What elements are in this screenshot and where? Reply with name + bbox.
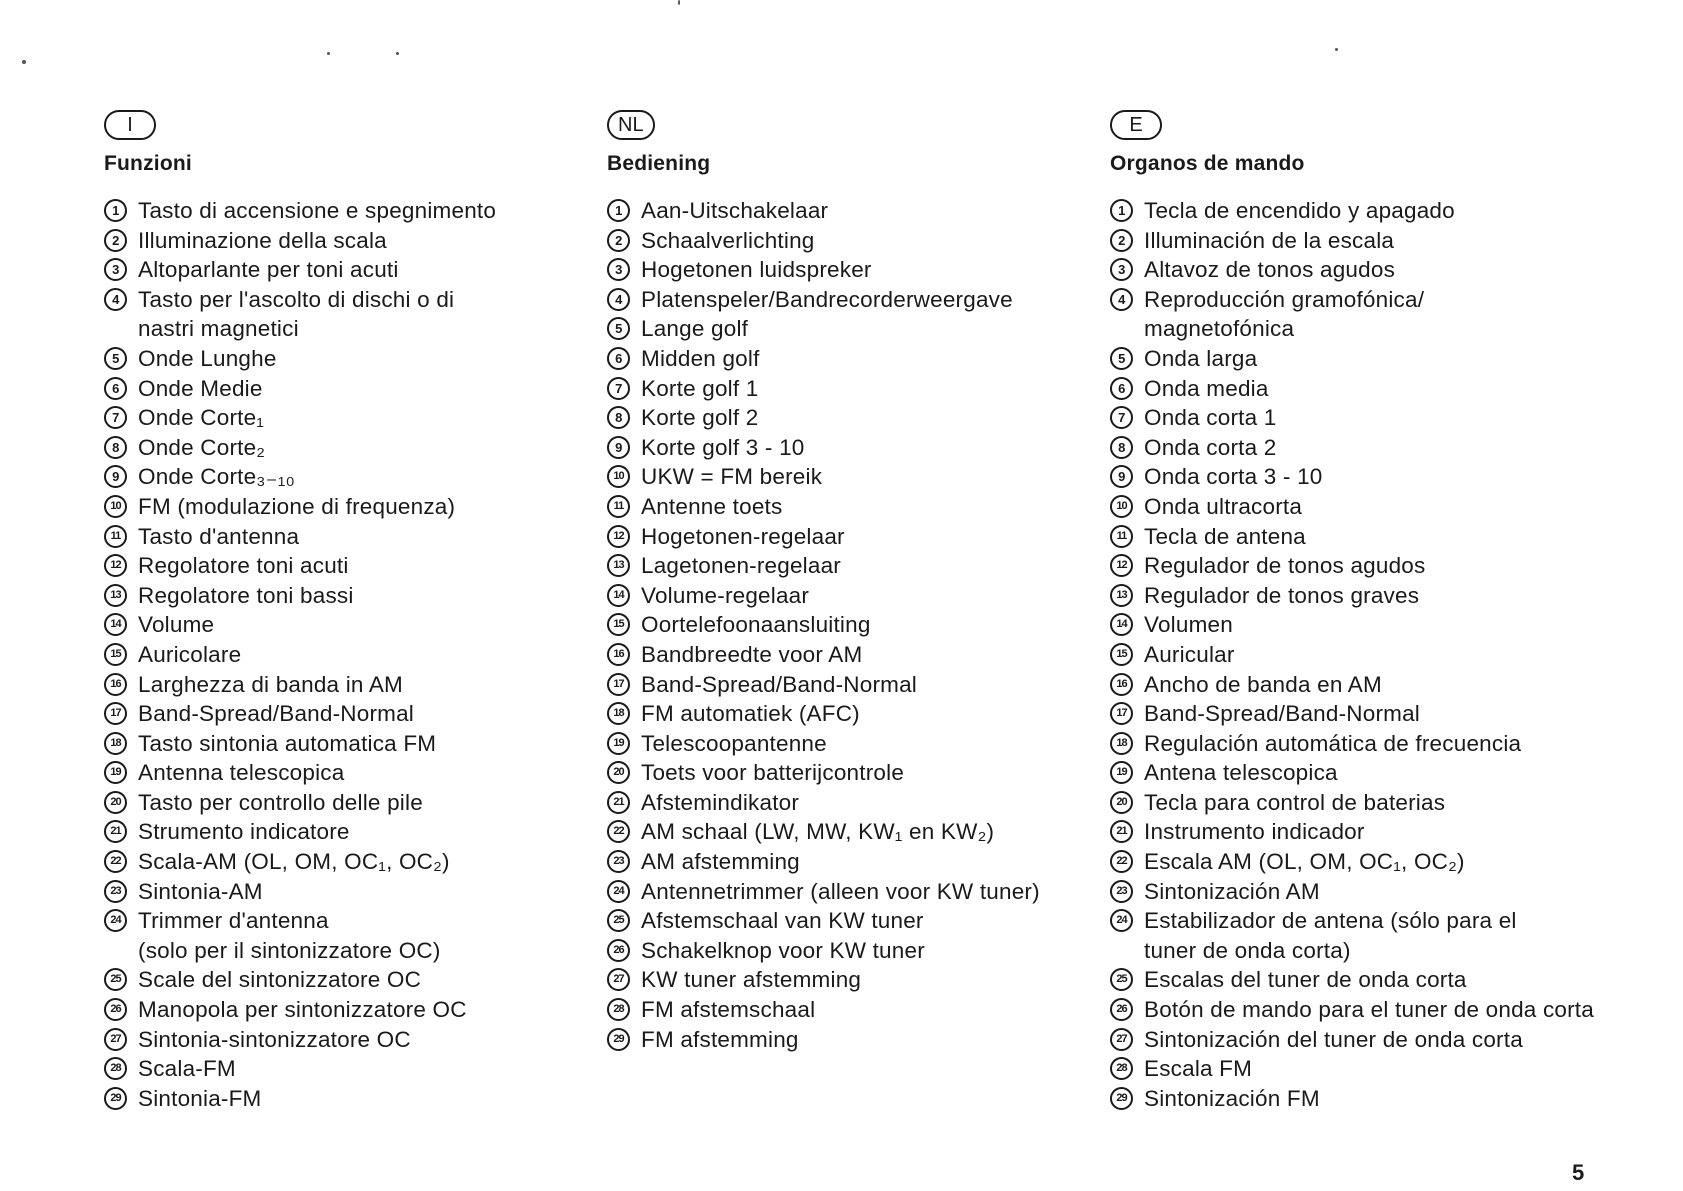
item-label: Volumen (1144, 612, 1233, 638)
item-label: Schakelknop voor KW tuner (641, 937, 925, 963)
list-item (104, 817, 584, 847)
item-label: Afstemschaal van KW tuner (641, 908, 924, 934)
item-label: Sintonia-AM (138, 878, 263, 904)
list-item (1110, 817, 1610, 847)
circled-number: 27 (1110, 1028, 1133, 1051)
list-item (104, 285, 584, 344)
list-item (607, 699, 1087, 729)
circled-number: 14 (104, 613, 127, 636)
circled-number: 23 (1110, 880, 1133, 903)
item-label: Instrumento indicador (1144, 819, 1365, 845)
circled-number: 14 (607, 584, 630, 607)
item-label: Aan-Uitschakelaar (641, 198, 829, 223)
circled-number: 22 (607, 820, 630, 843)
list-item (104, 1054, 584, 1084)
item-label: Platenspeler/Bandrecorderweergave (641, 286, 1013, 312)
item-label: Sintonización del tuner de onda corta (1144, 1026, 1523, 1052)
item-label: Larghezza di banda in AM (138, 671, 403, 697)
circled-number: 5 (1110, 347, 1133, 370)
list-item (607, 374, 1087, 404)
list-item (1110, 403, 1610, 433)
item-label: Tasto d'antenna (138, 523, 300, 549)
item-label: Antenna telescopica (138, 760, 345, 786)
circled-number: 25 (104, 968, 127, 991)
item-label: Regolatore toni bassi (138, 582, 354, 608)
list-item (607, 670, 1087, 700)
list-item (607, 314, 1087, 344)
circled-number: 6 (1110, 377, 1133, 400)
item-label: Scala-FM (138, 1056, 236, 1082)
item-label: FM afstemschaal (641, 997, 816, 1023)
circled-number: 10 (607, 465, 630, 488)
item-label: Band-Spread/Band-Normal (138, 701, 414, 727)
circled-number: 2 (104, 229, 127, 252)
list-item (607, 344, 1087, 374)
list-item (104, 610, 584, 640)
circled-number: 4 (104, 288, 127, 311)
circled-number: 28 (607, 998, 630, 1021)
list-item (104, 344, 584, 374)
circled-number: 11 (1110, 525, 1133, 548)
section-dutch (607, 110, 1087, 1054)
item-label: Tasto sintonia automatica FM (138, 730, 437, 756)
list-item (1110, 1084, 1610, 1114)
circled-number: 13 (104, 584, 127, 607)
list-item (607, 285, 1087, 315)
item-label: Tasto di accensione e spegnimento (138, 198, 497, 223)
item-label: Regulador de tonos agudos (1144, 553, 1426, 579)
list-item (104, 729, 584, 759)
item-label: Onde Lunghe (138, 345, 277, 371)
list-item (1110, 640, 1610, 670)
circled-number: 28 (104, 1057, 127, 1080)
list-item (1110, 581, 1610, 611)
item-label: Onda ultracorta (1144, 493, 1303, 519)
list-item (607, 492, 1087, 522)
circled-number: 18 (607, 702, 630, 725)
list-item (607, 817, 1087, 847)
item-label: Telescoopantenne (641, 730, 827, 756)
list-item (1110, 551, 1610, 581)
circled-number: 20 (607, 761, 630, 784)
list-item (1110, 285, 1610, 344)
item-label: Onde Corte₁ (138, 405, 265, 431)
item-label: Tecla de encendido y apagado (1144, 198, 1455, 223)
page-number: 5 (1572, 1160, 1585, 1185)
scan-speck (22, 60, 26, 64)
item-label: Scala-AM (OL, OM, OC₁, OC₂) (138, 849, 450, 875)
list-item (1110, 877, 1610, 907)
circled-number: 16 (104, 673, 127, 696)
circled-number: 17 (104, 702, 127, 725)
item-label: FM automatiek (AFC) (641, 701, 860, 727)
list-item (607, 788, 1087, 818)
item-label: Onda corta 2 (1144, 434, 1277, 460)
list-item (1110, 492, 1610, 522)
circled-number: 12 (607, 525, 630, 548)
section-italian (104, 110, 584, 1113)
item-label: Regulador de tonos graves (1144, 582, 1420, 608)
circled-number: 17 (1110, 702, 1133, 725)
circled-number: 10 (104, 495, 127, 518)
list-item (104, 758, 584, 788)
circled-number: 16 (1110, 673, 1133, 696)
list-item (104, 522, 584, 552)
circled-number: 24 (104, 909, 127, 932)
item-label: Escala FM (1144, 1056, 1253, 1082)
item-label: Tasto per l'ascolto di dischi o di nastri magnetici (138, 286, 455, 342)
scan-speck (1335, 48, 1338, 51)
item-label: Illuminación de la escala (1144, 227, 1395, 253)
list-item (104, 1025, 584, 1055)
item-label: Escala AM (OL, OM, OC₁, OC₂) (1144, 849, 1465, 875)
circled-number: 6 (607, 347, 630, 370)
circled-number: 13 (607, 554, 630, 577)
item-label: AM schaal (LW, MW, KW₁ en KW₂) (641, 819, 995, 845)
item-label: Regulación automática de frecuencia (1144, 730, 1522, 756)
circled-number: 11 (104, 525, 127, 548)
circled-number: 8 (607, 406, 630, 429)
item-label: Toets voor batterijcontrole (641, 760, 905, 786)
item-label: Tecla para control de baterias (1144, 789, 1446, 815)
circled-number: 1 (607, 199, 630, 222)
list-item (1110, 462, 1610, 492)
list-item (607, 581, 1087, 611)
circled-number: 18 (104, 732, 127, 755)
item-label: Trimmer d'antenna (solo per il sintonizzatore OC) (138, 908, 441, 963)
list-item (607, 1025, 1087, 1055)
circled-number: 23 (104, 880, 127, 903)
item-label: Onde Corte₃₋₁₀ (138, 464, 296, 490)
circled-number: 15 (607, 613, 630, 636)
item-label: Regolatore toni acuti (138, 553, 349, 579)
list-item (607, 758, 1087, 788)
circled-number: 26 (607, 939, 630, 962)
language-badge: NL (607, 110, 655, 140)
list-item (1110, 255, 1610, 285)
list-item (104, 906, 584, 965)
control-list (104, 196, 584, 1113)
list-item (607, 255, 1087, 285)
scan-speck (396, 52, 399, 55)
item-label: Botón de mando para el tuner de onda corta (1144, 997, 1594, 1023)
circled-number: 16 (607, 643, 630, 666)
list-item (1110, 522, 1610, 552)
circled-number: 5 (607, 317, 630, 340)
circled-number: 15 (1110, 643, 1133, 666)
item-label: Schaalverlichting (641, 227, 815, 253)
list-item (1110, 906, 1610, 965)
circled-number: 18 (1110, 732, 1133, 755)
list-item (607, 403, 1087, 433)
item-label: Midden golf (641, 345, 760, 371)
list-item (1110, 995, 1610, 1025)
circled-number: 25 (1110, 968, 1133, 991)
list-item (607, 965, 1087, 995)
list-item (1110, 433, 1610, 463)
circled-number: 8 (1110, 436, 1133, 459)
item-label: Estabilizador de antena (sólo para el tuner de onda corta) (1144, 908, 1517, 963)
language-badge: E (1110, 110, 1162, 140)
item-label: Korte golf 1 (641, 375, 759, 401)
item-label: AM afstemming (641, 849, 800, 875)
list-item (1110, 226, 1610, 256)
item-label: Onda larga (1144, 345, 1258, 371)
list-item (607, 995, 1087, 1025)
item-label: Altoparlante per toni acuti (138, 257, 399, 283)
item-label: KW tuner afstemming (641, 967, 862, 993)
circled-number: 23 (607, 850, 630, 873)
circled-number: 29 (104, 1087, 127, 1110)
section-title: Bediening (607, 152, 711, 175)
list-item (1110, 344, 1610, 374)
item-label: Strumento indicatore (138, 819, 350, 845)
item-label: Hogetonen luidspreker (641, 257, 872, 283)
list-item (1110, 788, 1610, 818)
circled-number: 12 (1110, 554, 1133, 577)
control-list (1110, 196, 1610, 1113)
circled-number: 21 (104, 820, 127, 843)
circled-number: 21 (607, 791, 630, 814)
circled-number: 7 (1110, 406, 1133, 429)
list-item (607, 640, 1087, 670)
scan-speck (678, 0, 680, 5)
item-label: Volume (138, 612, 215, 638)
item-label: Korte golf 3 - 10 (641, 434, 805, 460)
item-label: Auricolare (138, 641, 242, 667)
item-label: Volume-regelaar (641, 582, 810, 608)
item-label: Antennetrimmer (alleen voor KW tuner) (641, 878, 1040, 904)
item-label: Onde Corte₂ (138, 434, 266, 460)
list-item (1110, 670, 1610, 700)
circled-number: 13 (1110, 584, 1133, 607)
list-item (104, 965, 584, 995)
scan-speck (327, 52, 330, 55)
list-item (104, 492, 584, 522)
list-item (607, 936, 1087, 966)
circled-number: 6 (104, 377, 127, 400)
item-label: Reproducción gramofónica/ magnetofónica (1144, 286, 1425, 342)
item-label: Manopola per sintonizzatore OC (138, 997, 467, 1023)
circled-number: 19 (607, 732, 630, 755)
list-item (607, 610, 1087, 640)
control-list (607, 196, 1087, 1054)
list-item (607, 551, 1087, 581)
item-label: Tasto per controllo delle pile (138, 789, 423, 815)
item-label: Antena telescopica (1144, 760, 1338, 786)
item-label: Onde Medie (138, 375, 263, 401)
list-item (1110, 374, 1610, 404)
item-label: UKW = FM bereik (641, 464, 823, 490)
list-item (1110, 196, 1610, 226)
circled-number: 17 (607, 673, 630, 696)
item-label: Escalas del tuner de onda corta (1144, 967, 1467, 993)
list-item (104, 433, 584, 463)
list-item (1110, 729, 1610, 759)
list-item (104, 226, 584, 256)
section-title: Organos de mando (1110, 152, 1305, 175)
item-label: Scale del sintonizzatore OC (138, 967, 422, 993)
circled-number: 28 (1110, 1057, 1133, 1080)
list-item (1110, 847, 1610, 877)
list-item (1110, 1054, 1610, 1084)
circled-number: 4 (1110, 288, 1133, 311)
circled-number: 26 (1110, 998, 1133, 1021)
circled-number: 9 (1110, 465, 1133, 488)
circled-number: 27 (607, 968, 630, 991)
list-item (104, 551, 584, 581)
item-label: Onda corta 1 (1144, 405, 1277, 431)
item-label: FM (modulazione di frequenza) (138, 493, 456, 519)
circled-number: 27 (104, 1028, 127, 1051)
item-label: Lagetonen-regelaar (641, 553, 842, 579)
circled-number: 22 (104, 850, 127, 873)
list-item (104, 877, 584, 907)
item-label: Sintonia-FM (138, 1085, 262, 1111)
list-item (104, 196, 584, 226)
circled-number: 9 (104, 465, 127, 488)
item-label: Band-Spread/Band-Normal (1144, 701, 1420, 727)
circled-number: 22 (1110, 850, 1133, 873)
list-item (104, 995, 584, 1025)
item-label: Band-Spread/Band-Normal (641, 671, 917, 697)
circled-number: 9 (607, 436, 630, 459)
list-item (1110, 965, 1610, 995)
list-item (607, 433, 1087, 463)
list-item (607, 906, 1087, 936)
list-item (104, 581, 584, 611)
list-item (104, 255, 584, 285)
list-item (607, 877, 1087, 907)
circled-number: 26 (104, 998, 127, 1021)
list-item (104, 847, 584, 877)
circled-number: 7 (607, 377, 630, 400)
item-label: Hogetonen-regelaar (641, 523, 845, 549)
section-title: Funzioni (104, 152, 192, 175)
list-item (104, 640, 584, 670)
language-badge: I (104, 110, 156, 140)
list-item (607, 462, 1087, 492)
item-label: FM afstemming (641, 1026, 799, 1052)
list-item (607, 196, 1087, 226)
circled-number: 10 (1110, 495, 1133, 518)
circled-number: 2 (1110, 229, 1133, 252)
circled-number: 19 (1110, 761, 1133, 784)
item-label: Onda media (1144, 375, 1269, 401)
item-label: Auricular (1144, 641, 1235, 667)
list-item (1110, 1025, 1610, 1055)
circled-number: 3 (1110, 258, 1133, 281)
circled-number: 1 (104, 199, 127, 222)
item-label: Sintonización FM (1144, 1085, 1320, 1111)
item-label: Oortelefoonaansluiting (641, 612, 871, 638)
list-item (1110, 758, 1610, 788)
list-item (1110, 610, 1610, 640)
item-label: Altavoz de tonos agudos (1144, 257, 1396, 283)
circled-number: 24 (607, 880, 630, 903)
item-label: Afstemindikator (641, 789, 800, 815)
circled-number: 7 (104, 406, 127, 429)
circled-number: 1 (1110, 199, 1133, 222)
circled-number: 29 (1110, 1087, 1133, 1110)
circled-number: 3 (104, 258, 127, 281)
item-label: Illuminazione della scala (138, 227, 387, 253)
list-item (104, 699, 584, 729)
circled-number: 8 (104, 436, 127, 459)
list-item (104, 670, 584, 700)
circled-number: 3 (607, 258, 630, 281)
circled-number: 11 (607, 495, 630, 518)
list-item (104, 374, 584, 404)
circled-number: 5 (104, 347, 127, 370)
circled-number: 29 (607, 1028, 630, 1051)
list-item (104, 403, 584, 433)
item-label: Lange golf (641, 316, 749, 342)
item-label: Sintonización AM (1144, 878, 1320, 904)
list-item (104, 462, 584, 492)
circled-number: 24 (1110, 909, 1133, 932)
list-item (1110, 699, 1610, 729)
circled-number: 19 (104, 761, 127, 784)
list-item (607, 847, 1087, 877)
list-item (104, 1084, 584, 1114)
circled-number: 14 (1110, 613, 1133, 636)
list-item (104, 788, 584, 818)
circled-number: 2 (607, 229, 630, 252)
item-label: Antenne toets (641, 493, 783, 519)
section-spanish (1110, 110, 1610, 1113)
circled-number: 25 (607, 909, 630, 932)
item-label: Sintonia-sintonizzatore OC (138, 1026, 411, 1052)
list-item (607, 522, 1087, 552)
list-item (607, 226, 1087, 256)
item-label: Tecla de antena (1144, 523, 1306, 549)
circled-number: 21 (1110, 820, 1133, 843)
item-label: Ancho de banda en AM (1144, 671, 1382, 697)
item-label: Onda corta 3 - 10 (1144, 464, 1323, 490)
item-label: Korte golf 2 (641, 405, 759, 431)
item-label: Bandbreedte voor AM (641, 641, 863, 667)
circled-number: 20 (1110, 791, 1133, 814)
list-item (607, 729, 1087, 759)
circled-number: 12 (104, 554, 127, 577)
circled-number: 15 (104, 643, 127, 666)
circled-number: 20 (104, 791, 127, 814)
circled-number: 4 (607, 288, 630, 311)
